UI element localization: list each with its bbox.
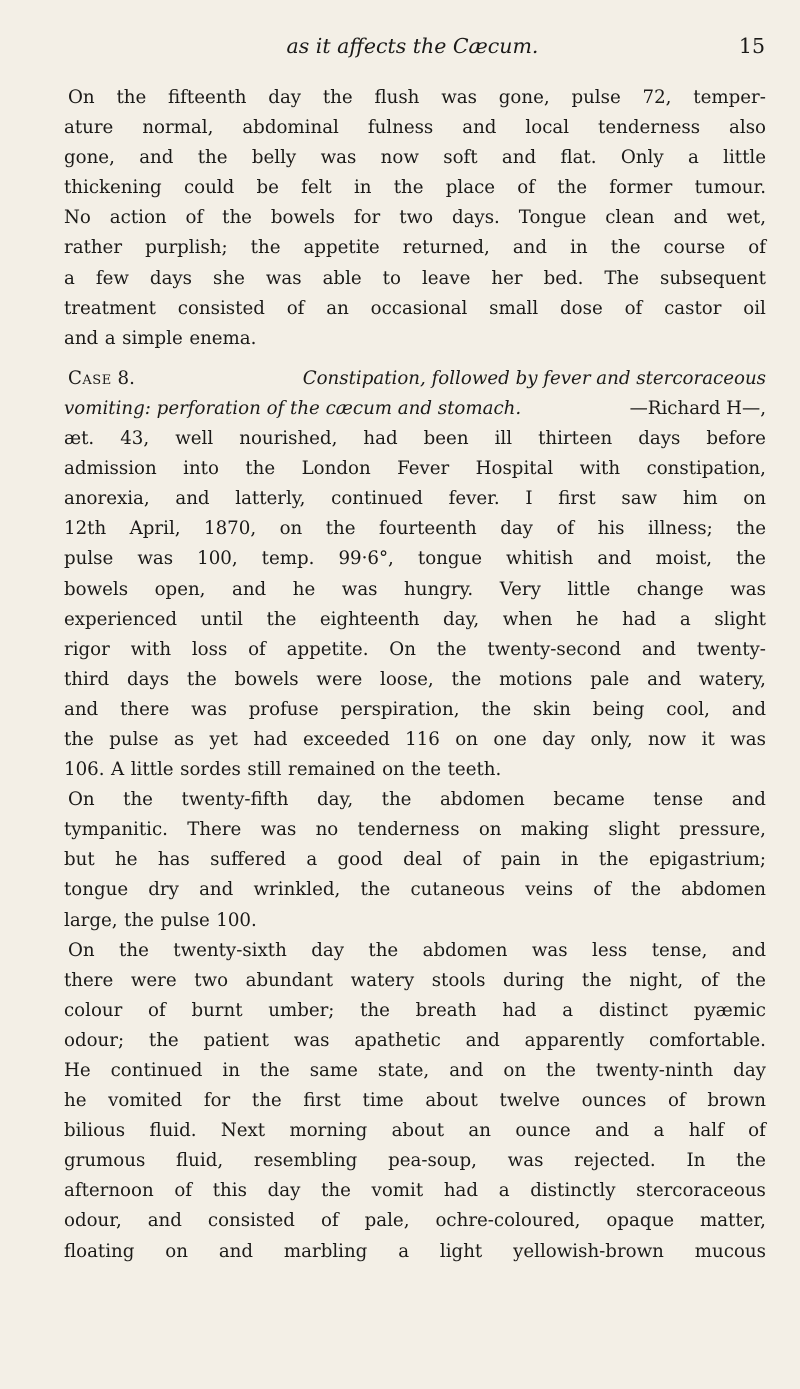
text-line: odour; the patient was apathetic and apparently comfortable. [64,1029,766,1051]
text-line: bilious fluid. Next morning about an ounce and a half of [64,1120,766,1142]
text-line: afternoon of this day the vomit had a distinctly stercoraceous [64,1180,766,1202]
text-line: On the twenty-fifth day, the abdomen became tense and [68,789,766,811]
text-line: the pulse as yet had exceeded 116 on one day only, now it was [64,728,766,750]
text-line: but he has suffered a good deal of pain in the epigastrium; [64,849,766,871]
text-line: gone, and the belly was now soft and flat. Only a little [64,147,766,169]
text-line: colour of burnt umber; the breath had a distinct pyæmic [64,999,766,1021]
text-line: On the fifteenth day the flush was gone, pulse 72, temper- [68,87,766,108]
text-line: æt. 43, well nourished, had been ill thirteen days before [64,428,766,450]
patient-name: —Richard H—, [629,397,766,419]
body-text [64,83,766,1267]
text-line: rather purplish; the appetite returned, and in the course of [64,237,766,259]
text-line: grumous fluid, resembling pea-soup, was rejected. In the [64,1150,766,1172]
text-line: He continued in the same state, and on the twenty-ninth day [64,1060,766,1081]
text-line: third days the bowels were loose, the motions pale and watery, [64,668,766,690]
text-line: and there was profuse perspiration, the skin being cool, and [64,698,766,720]
text-line: anorexia, and latterly, continued fever. I first saw him on [64,488,766,510]
text-line: thickening could be felt in the place of the former tumour. [64,177,766,199]
case-title: Constipation, followed by fever and stercoraceous [302,367,766,389]
text-line: 106. A little sordes still remained on the teeth. [64,759,502,781]
running-head: as it affects the Cæcum. [286,34,539,58]
paragraph-gap [64,354,766,364]
text-line: tympanitic. There was no tenderness on making slight pressure, [64,819,766,841]
text-line: admission into the London Fever Hospital with constipation, [64,458,766,480]
case-heading-line [68,364,766,394]
text-line: he vomited for the first time about twelve ounces of brown [64,1090,766,1112]
text-line: 12th April, 1870, on the fourteenth day of his illness; the [64,518,766,540]
text-line: No action of the bowels for two days. Tongue clean and wet, [64,207,766,229]
text-line: tongue dry and wrinkled, the cutaneous veins of the abdomen [64,879,766,901]
text-line: there were two abundant watery stools during the night, of the [64,969,766,991]
case-label: Case [68,367,112,389]
case-heading-line [64,394,766,424]
text-line: rigor with loss of appetite. On the twenty-second and twenty- [64,638,766,660]
case-number: 8. [117,367,135,389]
case-8-paragraph [64,364,766,785]
text-line: odour, and consisted of pale, ochre-coloured, opaque matter, [64,1210,766,1232]
text-line: a few days she was able to leave her bed. The subsequent [64,267,766,289]
text-line: pulse was 100, temp. 99·6°, tongue whitish and moist, the [64,548,766,570]
case-title-continued: vomiting: perforation of the cæcum and stomach. [64,397,522,419]
text-line: and a simple enema. [64,327,257,349]
text-line: floating on and marbling a light yellowish-brown mucous [64,1240,766,1262]
text-line: experienced until the eighteenth day, when he had a slight [64,608,766,630]
text-line: bowels open, and he was hungry. Very little change was [64,578,766,600]
page-number: 15 [738,34,765,58]
paragraph [64,936,766,1267]
paragraph [64,785,766,935]
text-line: large, the pulse 100. [64,909,257,931]
text-line: ature normal, abdominal fulness and local tenderness also [64,117,766,139]
page-header [60,34,765,68]
text-line: On the twenty-sixth day the abdomen was less tense, and [68,939,766,961]
text-line: treatment consisted of an occasional small dose of castor oil [64,297,766,319]
paragraph [64,83,766,354]
